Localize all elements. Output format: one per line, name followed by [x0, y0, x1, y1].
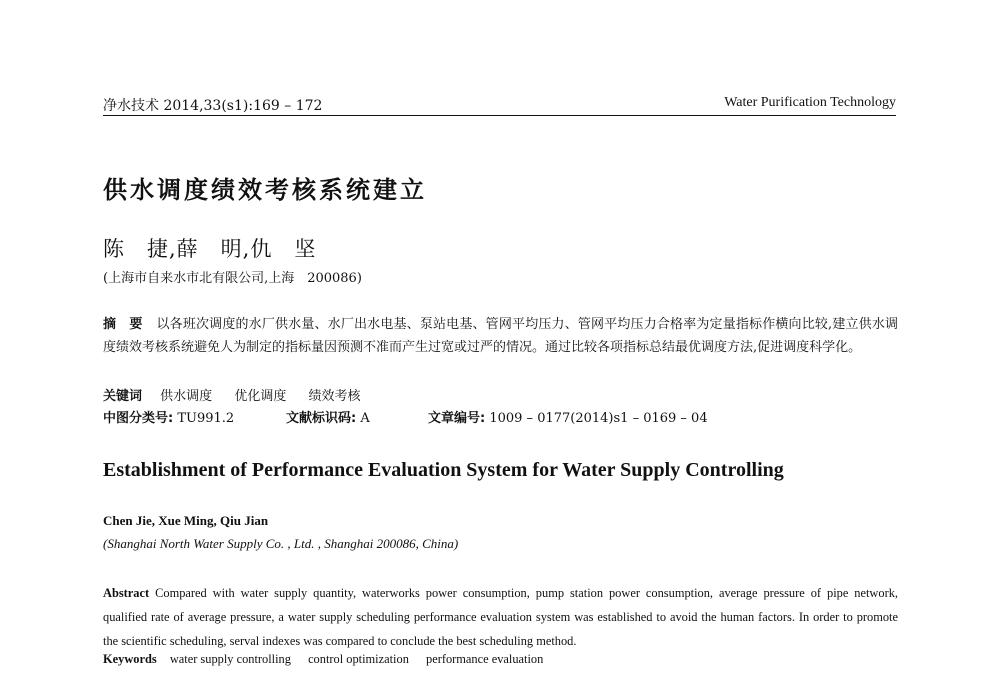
article-title-en: Establishment of Performance Evaluation System for Water Supply Controlling	[103, 459, 784, 481]
abstract-en	[103, 581, 898, 653]
keyword-cn: 优化调度	[234, 389, 287, 404]
authors-cn: 陈 捷,薛 明,仇 坚	[103, 237, 317, 261]
abstract-en-label: Abstract	[103, 586, 150, 600]
abstract-en-text: Compared with water supply quantity, waterworks power consumption, pump station power consumption, average pressure of pipe network, qualified rate of average pressure, a water supply scheduling performance evaluation system was established to avoid the human factors. In order to promote the scientific scheduling, serval indexes was compared to conclude the best scheduling method.	[103, 586, 898, 648]
article-id-label: 文章编号:	[428, 411, 486, 426]
doc-code-label: 文献标识码:	[286, 411, 357, 426]
abstract-cn-label: 摘 要	[103, 317, 143, 332]
article-id-value: 1009 – 0177(2014)s1 – 0169 – 04	[489, 411, 708, 426]
keywords-cn-label: 关键词	[103, 389, 143, 404]
keyword-cn: 供水调度	[160, 389, 213, 404]
article-id	[428, 407, 708, 426]
clc-label: 中图分类号:	[103, 411, 174, 426]
journal-header-en: Water Purification Technology	[724, 95, 896, 110]
keywords-cn	[103, 385, 378, 404]
keyword-en: water supply controlling	[169, 652, 291, 666]
journal-header-cn: 净水技术 2014,33(s1):169 – 172	[103, 98, 323, 114]
keyword-en: control optimization	[308, 652, 409, 666]
authors-en: Chen Jie, Xue Ming, Qiu Jian	[103, 513, 269, 528]
doc-code-value: A	[360, 411, 370, 426]
keyword-cn: 绩效考核	[308, 389, 361, 404]
abstract-cn	[103, 313, 898, 359]
abstract-cn-text: 以各班次调度的水厂供水量、水厂出水电基、泵站电基、管网平均压力、管网平均压力合格率为定量指标作横向比较,建立供水调度绩效考核系统避免人为制定的指标量因预测不准而产生过宽或过严的情况。通过比较各项指标总结最优调度方法,促进调度科学化。	[103, 317, 898, 355]
document-code	[286, 407, 370, 426]
affiliation-en: (Shanghai North Water Supply Co. , Ltd. , Shanghai 200086, China)	[103, 536, 459, 551]
header-divider	[103, 115, 896, 116]
clc-value: TU991.2	[177, 411, 235, 426]
keyword-en: performance evaluation	[426, 652, 544, 666]
article-title-cn: 供水调度绩效考核系统建立	[103, 176, 427, 204]
affiliation-cn: (上海市自来水市北有限公司,上海 200086)	[103, 271, 362, 286]
keywords-en-label: Keywords	[103, 652, 157, 666]
clc-number	[103, 407, 234, 426]
keywords-en	[103, 652, 557, 667]
